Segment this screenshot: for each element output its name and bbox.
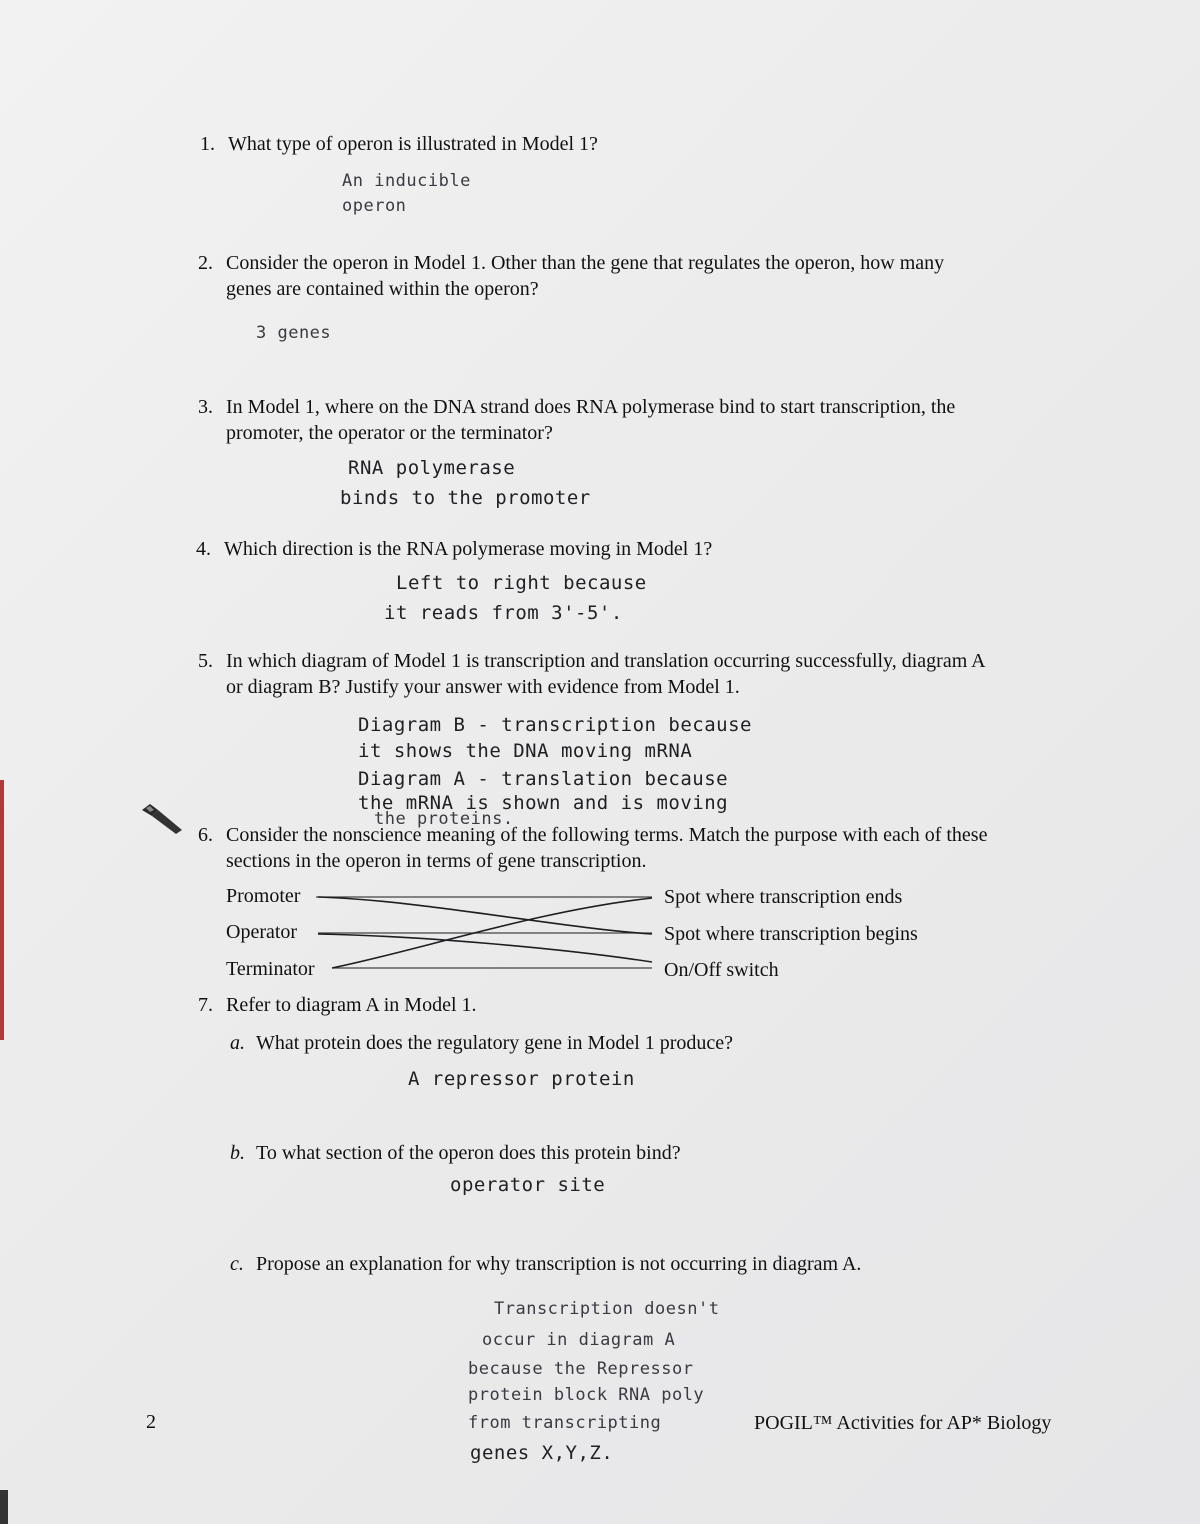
answer-7c-line-6: genes X,Y,Z. — [470, 1442, 614, 1464]
question-text: What type of operon is illustrated in Model 1? — [228, 133, 598, 155]
answer-5-line-4: the mRNA is shown and is moving — [358, 792, 729, 814]
question-number: 1. — [200, 133, 215, 155]
question-text-line-1: Consider the operon in Model 1. Other than the gene that regulates the operon, how many — [226, 252, 945, 274]
sub-question-letter: c. — [230, 1253, 244, 1275]
question-text: What protein does the regulatory gene in Model 1 produce? — [256, 1032, 734, 1054]
question-7a — [230, 1030, 734, 1056]
publication-footer: POGIL™ Activities for AP* Biology — [754, 1412, 1052, 1434]
question-number: 2. — [198, 252, 213, 274]
purpose-ends: Spot where transcription ends — [664, 886, 903, 908]
term-operator: Operator — [226, 921, 298, 943]
answer-4-line-2: it reads from 3'-5'. — [384, 602, 623, 624]
term-terminator: Terminator — [226, 958, 315, 980]
answer-7c-line-3: because the Repressor — [468, 1359, 694, 1379]
answer-2: 3 genes — [256, 323, 332, 343]
question-text: Refer to diagram A in Model 1. — [226, 994, 477, 1016]
question-text: Propose an explanation for why transcription is not occurring in diagram A. — [256, 1253, 862, 1275]
answer-7b: operator site — [450, 1174, 606, 1196]
answer-7c-line-1: Transcription doesn't — [494, 1299, 720, 1319]
question-7 — [198, 992, 477, 1018]
purpose-begins: Spot where transcription begins — [664, 923, 918, 945]
question-text-line-1: In which diagram of Model 1 is transcription and translation occurring successfully, diagram A — [226, 650, 986, 672]
match-promoter-begins — [318, 897, 652, 934]
answer-7a: A repressor protein — [408, 1068, 635, 1090]
question-text-line-2: sections in the operon in terms of gene transcription. — [226, 850, 647, 872]
answer-3-line-1: RNA polymerase — [348, 457, 516, 479]
question-7c — [230, 1251, 862, 1277]
question-number: 7. — [198, 994, 213, 1016]
answer-5-line-5: the proteins. — [374, 809, 514, 829]
question-text-line-2: or diagram B? Justify your answer with evidence from Model 1. — [226, 676, 740, 698]
question-text-line-2: promoter, the operator or the terminator? — [226, 422, 553, 444]
question-number: 4. — [196, 538, 211, 560]
question-text-line-1: In Model 1, where on the DNA strand does RNA polymerase bind to start transcription, the — [226, 396, 956, 418]
question-number: 5. — [198, 650, 213, 672]
question-number: 3. — [198, 396, 213, 418]
question-text-line-2: genes are contained within the operon? — [226, 278, 539, 300]
answer-5-line-1: Diagram B - transcription because — [358, 714, 752, 736]
purpose-switch: On/Off switch — [664, 959, 779, 981]
sub-question-letter: b. — [230, 1142, 245, 1164]
answer-1-line-2: operon — [342, 196, 407, 216]
question-text: To what section of the operon does this protein bind? — [256, 1142, 681, 1164]
answer-5-line-2: it shows the DNA moving mRNA — [358, 740, 693, 762]
answer-5-line-3: Diagram A - translation because — [358, 768, 729, 790]
question-text: Which direction is the RNA polymerase moving in Model 1? — [224, 538, 713, 560]
match-operator-switch — [318, 934, 652, 962]
question-number: 6. — [198, 824, 213, 846]
answer-3-line-2: binds to the promoter — [340, 487, 591, 509]
answer-4-line-1: Left to right because — [396, 572, 647, 594]
question-7b — [230, 1140, 681, 1166]
sub-question-letter: a. — [230, 1032, 245, 1054]
question-text-line-1: Consider the nonscience meaning of the following terms. Match the purpose with each of these — [226, 824, 988, 846]
answer-7c-line-5: from transcripting — [468, 1413, 662, 1433]
page-number: 2 — [146, 1411, 156, 1433]
answer-7c-line-2: occur in diagram A — [482, 1330, 676, 1350]
term-promoter: Promoter — [226, 885, 301, 907]
answer-1-line-1: An inducible — [342, 171, 471, 191]
answer-7c-line-4: protein block RNA poly — [468, 1385, 705, 1405]
